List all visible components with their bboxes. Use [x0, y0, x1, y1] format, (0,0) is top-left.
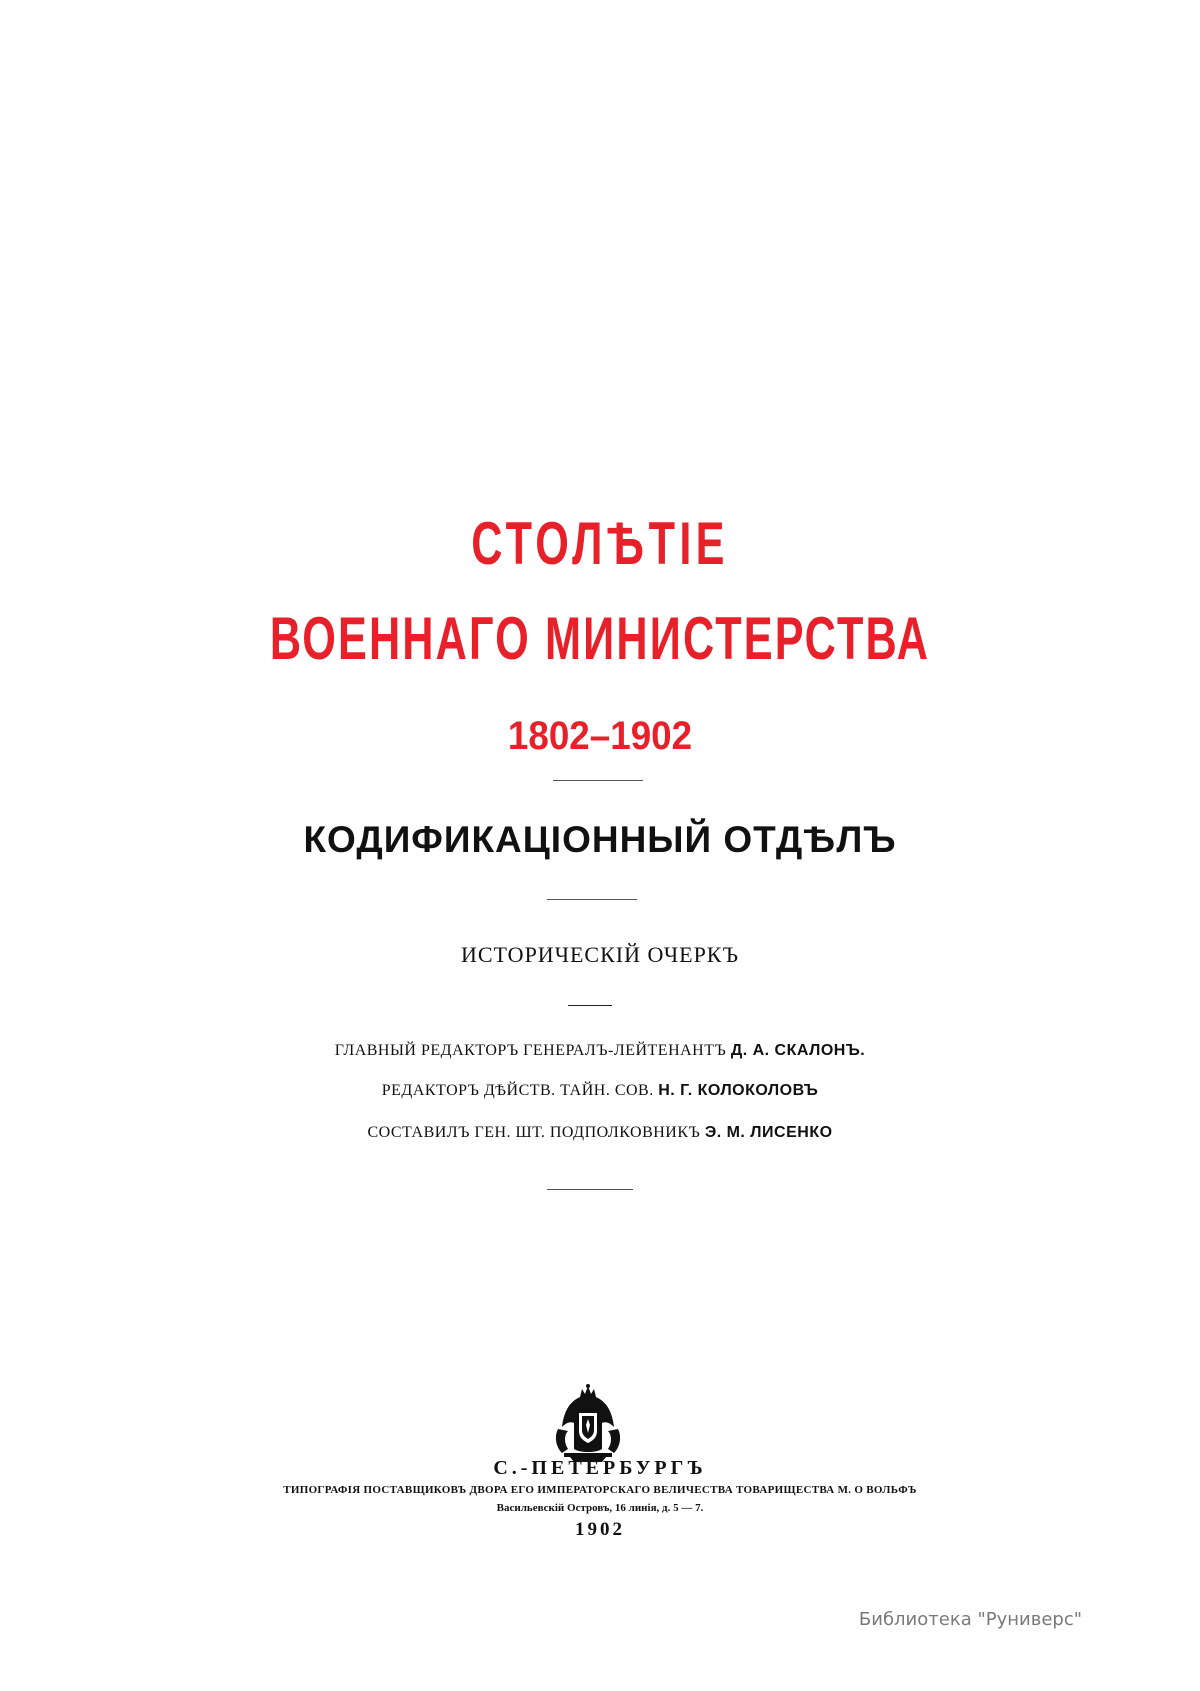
- credit-role: СОСТАВИЛЪ ГЕН. ШТ. ПОДПОЛКОВНИКЪ: [367, 1124, 701, 1141]
- imprint-year: 1902: [575, 1519, 625, 1540]
- department-heading: КОДИФИКАЦІОННЫЙ ОТДѢЛЪ: [303, 819, 897, 860]
- credit-role: ГЛАВНЫЙ РЕДАКТОРЪ ГЕНЕРАЛЪ-ЛЕЙТЕНАНТЪ: [334, 1042, 727, 1059]
- credit-name: Н. Г. КОЛОКОЛОВЪ: [658, 1082, 819, 1099]
- divider-rule: [553, 780, 643, 781]
- divider-rule: [568, 1005, 612, 1006]
- divider-rule: [547, 1189, 633, 1190]
- title-years: 1802–1902: [507, 714, 693, 758]
- credit-line-author: [0, 1122, 1200, 1144]
- library-watermark: Библиотека "Руниверс": [858, 1609, 1082, 1630]
- imprint-printer: ТИПОГРАФІЯ ПОСТАВЩИКОВЪ ДВОРА ЕГО ИМПЕРАТОРСКАГО ВЕЛИЧЕСТВА ТОВАРИЩЕСТВА М. О ВОЛЬФЪ: [283, 1484, 917, 1496]
- credit-line-chief-editor: [0, 1040, 1200, 1062]
- imprint-address: Васильевскій Островъ, 16 линія, д. 5 — 7.: [496, 1502, 704, 1514]
- imprint-city: С.-ПЕТЕРБУРГЪ: [493, 1457, 707, 1479]
- title-line-2: ВОЕННАГО МИНИСТЕРСТВА: [269, 605, 931, 672]
- subtitle: ИСТОРИЧЕСКІЙ ОЧЕРКЪ: [460, 942, 740, 967]
- credit-line-editor: [0, 1080, 1200, 1102]
- credit-role: РЕДАКТОРЪ ДѢЙСТВ. ТАЙН. СОВ.: [381, 1082, 654, 1099]
- title-line-1: СТОЛѢТІЕ: [471, 510, 729, 577]
- imperial-coat-of-arms-icon: [552, 1383, 624, 1463]
- divider-rule: [547, 899, 637, 900]
- credit-name: Э. М. ЛИСЕНКО: [704, 1124, 833, 1141]
- credit-name: Д. А. СКАЛОНЪ.: [730, 1042, 866, 1059]
